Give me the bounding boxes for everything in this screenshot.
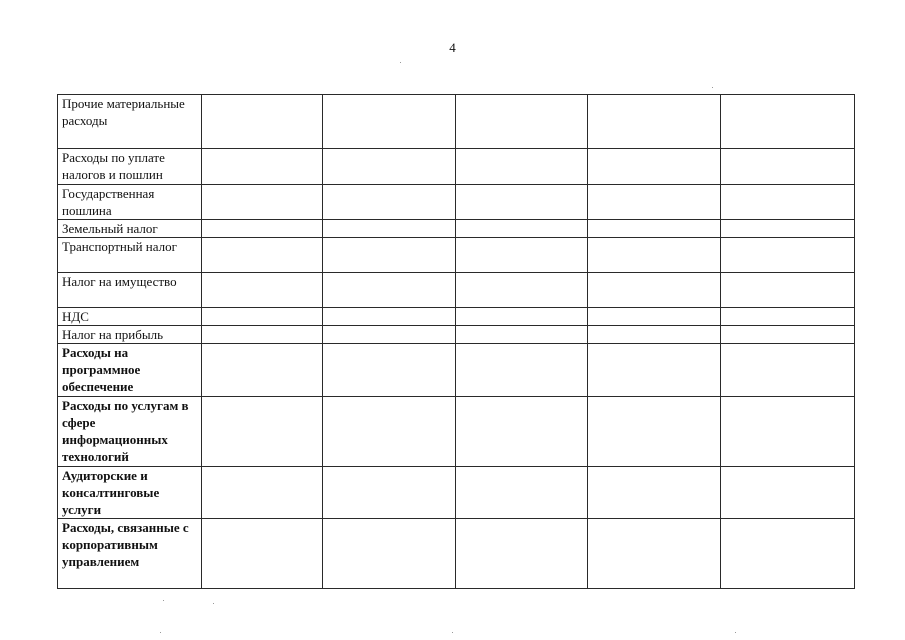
empty-value-cell xyxy=(456,397,588,467)
empty-value-cell xyxy=(202,344,323,397)
row-label-cell: Государственная пошлина xyxy=(58,185,202,220)
empty-value-cell xyxy=(456,326,588,344)
row-label-cell: НДС xyxy=(58,308,202,326)
empty-value-cell xyxy=(323,344,456,397)
empty-value-cell xyxy=(323,220,456,238)
empty-value-cell xyxy=(202,95,323,149)
empty-value-cell xyxy=(721,326,855,344)
empty-value-cell xyxy=(202,220,323,238)
scan-speck xyxy=(735,632,736,633)
empty-value-cell xyxy=(202,519,323,589)
scan-speck xyxy=(160,632,161,633)
empty-value-cell xyxy=(456,308,588,326)
row-label-cell: Расходы, связанные с корпоративным управлением xyxy=(58,519,202,589)
empty-value-cell xyxy=(721,397,855,467)
table-row xyxy=(58,149,855,185)
row-label-cell: Земельный налог xyxy=(58,220,202,238)
empty-value-cell xyxy=(456,220,588,238)
empty-value-cell xyxy=(323,326,456,344)
empty-value-cell xyxy=(588,185,721,220)
table-row xyxy=(58,519,855,589)
row-label-cell: Транспортный налог xyxy=(58,238,202,273)
empty-value-cell xyxy=(588,326,721,344)
empty-value-cell xyxy=(721,95,855,149)
empty-value-cell xyxy=(202,397,323,467)
empty-value-cell xyxy=(721,467,855,519)
row-label-cell: Налог на имущество xyxy=(58,273,202,308)
empty-value-cell xyxy=(456,238,588,273)
empty-value-cell xyxy=(202,326,323,344)
empty-value-cell xyxy=(456,185,588,220)
empty-value-cell xyxy=(721,273,855,308)
empty-value-cell xyxy=(588,467,721,519)
row-label-cell: Расходы по уплате налогов и пошлин xyxy=(58,149,202,185)
table-row xyxy=(58,397,855,467)
empty-value-cell xyxy=(202,308,323,326)
empty-value-cell xyxy=(202,238,323,273)
table-row xyxy=(58,185,855,220)
empty-value-cell xyxy=(323,397,456,467)
empty-value-cell xyxy=(721,238,855,273)
empty-value-cell xyxy=(588,220,721,238)
empty-value-cell xyxy=(588,149,721,185)
table-row xyxy=(58,238,855,273)
row-label-cell: Расходы по услугам в сфере информационных технологий xyxy=(58,397,202,467)
empty-value-cell xyxy=(323,238,456,273)
table-row xyxy=(58,467,855,519)
empty-value-cell xyxy=(202,149,323,185)
empty-value-cell xyxy=(323,273,456,308)
empty-value-cell xyxy=(721,220,855,238)
table-row xyxy=(58,95,855,149)
scan-speck xyxy=(163,600,164,601)
empty-value-cell xyxy=(456,95,588,149)
table-row xyxy=(58,308,855,326)
empty-value-cell xyxy=(721,308,855,326)
empty-value-cell xyxy=(202,273,323,308)
empty-value-cell xyxy=(588,95,721,149)
scan-speck xyxy=(213,603,214,604)
row-label-cell: Расходы на программное обеспечение xyxy=(58,344,202,397)
empty-value-cell xyxy=(721,519,855,589)
table-body xyxy=(58,95,855,589)
empty-value-cell xyxy=(456,344,588,397)
row-label-cell: Налог на прибыль xyxy=(58,326,202,344)
scan-speck xyxy=(452,632,453,633)
row-label-cell: Прочие материальные расходы xyxy=(58,95,202,149)
scan-speck xyxy=(712,87,713,88)
empty-value-cell xyxy=(202,185,323,220)
empty-value-cell xyxy=(456,519,588,589)
table-row xyxy=(58,344,855,397)
empty-value-cell xyxy=(588,273,721,308)
empty-value-cell xyxy=(202,467,323,519)
empty-value-cell xyxy=(323,519,456,589)
page-number: 4 xyxy=(449,40,456,55)
empty-value-cell xyxy=(323,467,456,519)
empty-value-cell xyxy=(588,238,721,273)
empty-value-cell xyxy=(456,273,588,308)
empty-value-cell xyxy=(323,308,456,326)
scan-speck xyxy=(400,62,401,63)
empty-value-cell xyxy=(588,519,721,589)
empty-value-cell xyxy=(323,149,456,185)
table-row xyxy=(58,273,855,308)
empty-value-cell xyxy=(323,185,456,220)
expense-table xyxy=(57,94,855,589)
empty-value-cell xyxy=(721,344,855,397)
row-label-cell: Аудиторские и консалтинговые услуги xyxy=(58,467,202,519)
empty-value-cell xyxy=(456,149,588,185)
empty-value-cell xyxy=(721,149,855,185)
empty-value-cell xyxy=(588,308,721,326)
empty-value-cell xyxy=(721,185,855,220)
table-row xyxy=(58,220,855,238)
empty-value-cell xyxy=(588,397,721,467)
empty-value-cell xyxy=(588,344,721,397)
table-row xyxy=(58,326,855,344)
empty-value-cell xyxy=(323,95,456,149)
empty-value-cell xyxy=(456,467,588,519)
